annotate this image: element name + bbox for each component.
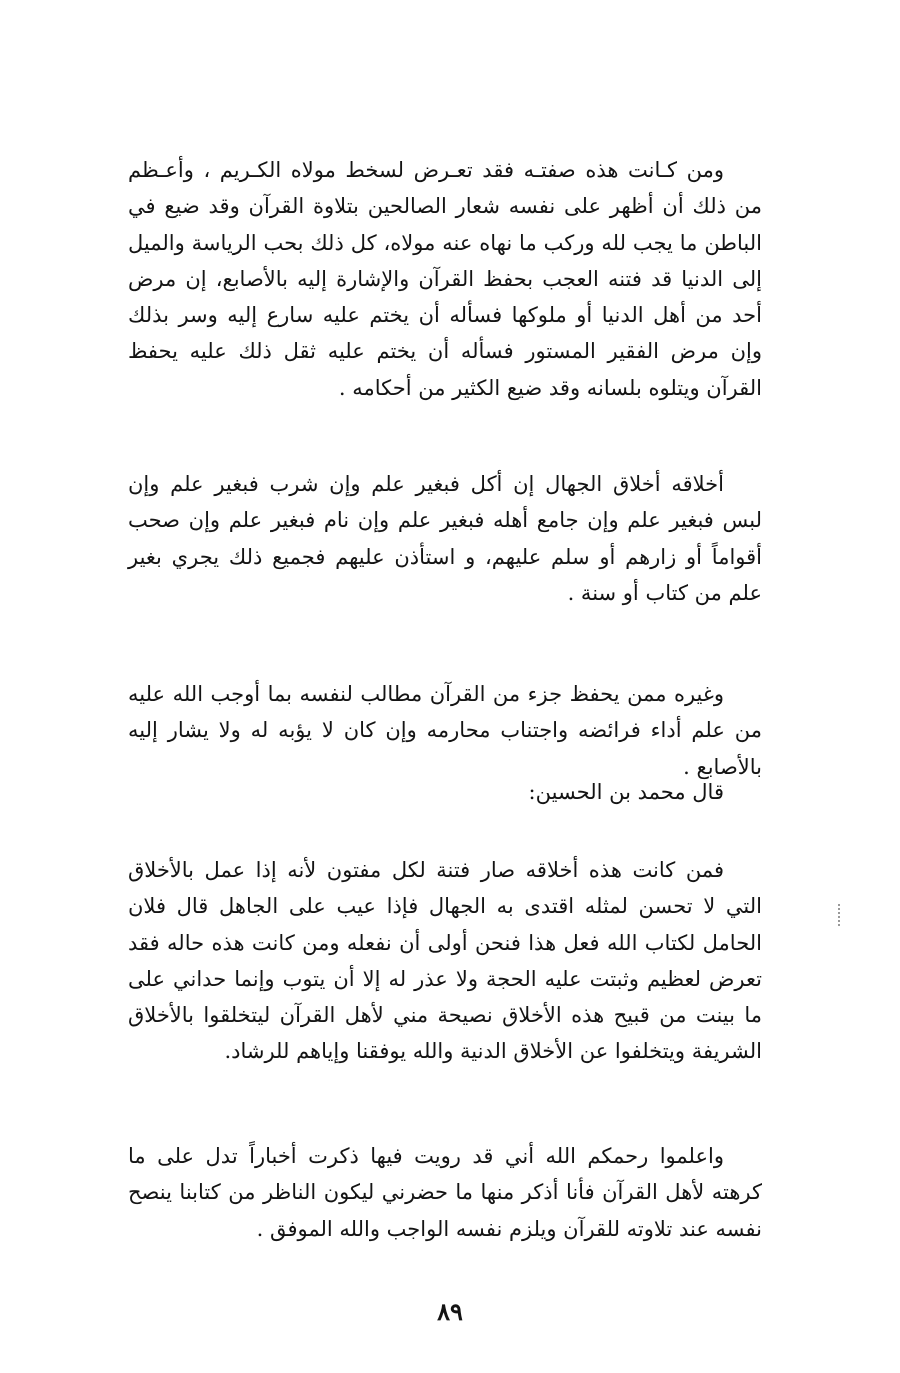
section-heading-block — [128, 774, 762, 810]
paragraph-1-block — [128, 152, 762, 406]
paragraph-3-block — [128, 676, 762, 785]
paragraph-1: ومن كـانت هذه صفتـه فقد تعـرض لسخط مولاه الكـريم ، وأعـظم من ذلك أن أظهر على نفسه شعار الصالحين بتلاوة القرآن وقد ضيع في الباطن ما يجب لله وركب ما نهاه عنه مولاه، كل ذلك بحب الرياسة والميل إلى الدنيا قد فتنه العجب بحفظ القرآن والإشارة إليه بالأصابع، إن مرض أحد من أهل الدنيا أو ملوكها فسأله أن يختم عليه سارع إليه وسر بذلك وإن مرض الفقير المستور فسأله أن يختم عليه ثقل ذلك عليه يحفظ القرآن ويتلوه بلسانه وقد ضيع الكثير من أحكامه . — [128, 158, 762, 400]
section-heading: قال محمد بن الحسين: — [528, 780, 724, 804]
page-number: ٨٩ — [437, 1297, 463, 1326]
paragraph-4-block — [128, 852, 762, 1070]
paragraph-5-block — [128, 1138, 762, 1247]
paragraph-2: أخلاقه أخلاق الجهال إن أكل فبغير علم وإن شرب فبغير علم وإن لبس فبغير علم وإن جامع أهله فبغير علم وإن نام فبغير علم وإن صحب أقواماً أو زارهم أو سلم عليهم، و استأذن عليهم فجميع ذلك يجري بغير علم من كتاب أو سنة . — [128, 472, 762, 605]
margin-mark — [838, 904, 840, 926]
paragraph-2-block — [128, 466, 762, 611]
paragraph-5: واعلموا رحمكم الله أني قد رويت فيها ذكرت أخباراً تدل على ما كرهته لأهل القرآن فأنا أذكر منها ما حضرني ليكون الناظر من كتابنا ينصح نفسه عند تلاوته للقرآن ويلزم نفسه الواجب والله الموفق . — [128, 1144, 762, 1241]
paragraph-4: فمن كانت هذه أخلاقه صار فتنة لكل مفتون لأنه إذا عمل بالأخلاق التي لا تحسن لمثله اقتدى به الجهال فإذا عيب على الجاهل قال فلان الحامل لكتاب الله فعل هذا فنحن أولى أن نفعله ومن كانت هذه حاله فقد تعرض لعظيم وثبتت عليه الحجة ولا عذر له إلا أن يتوب وإنما حداني على ما بينت من قبيح هذه الأخلاق نصيحة مني لأهل القرآن ليتخلقوا بالأخلاق الشريفة ويتخلفوا عن الأخلاق الدنية والله يوفقنا وإياهم للرشاد. — [128, 858, 762, 1064]
paragraph-3: وغيره ممن يحفظ جزء من القرآن مطالب لنفسه بما أوجب الله عليه من علم أداء فرائضه واجتناب محارمه وإن كان لا يؤبه له ولا يشار إليه بالأصابع . — [128, 682, 762, 779]
